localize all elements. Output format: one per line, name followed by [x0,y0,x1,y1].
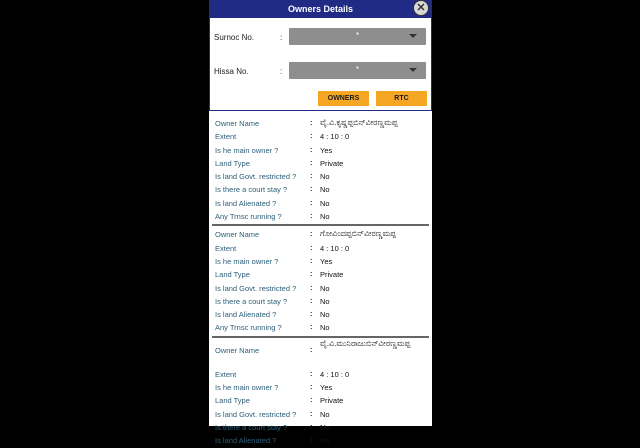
owners-list [209,117,432,448]
trnsc-running-row [209,321,432,334]
field-colon: : [310,242,313,252]
govt-restricted-row [209,282,432,295]
owner-record [209,228,432,334]
trnsc-running-value: No [320,323,330,333]
field-label: Is land Alienated ? [215,198,277,208]
field-label: Is land Govt. restricted ? [215,172,297,182]
field-colon: : [310,435,313,445]
field-colon: : [310,309,313,319]
owner-name-row [209,228,432,241]
court-stay-row [209,295,432,308]
field-colon: : [310,144,313,154]
field-label: Land Type [215,158,250,168]
field-label: Is he main owner ? [215,256,279,266]
field-label: Is land Alienated ? [215,310,277,320]
field-colon: : [310,368,313,378]
record-divider [212,224,429,226]
land-type-value: Private [320,158,344,168]
owner-name-value: ವೈ.ವಿ.ಕೃಷ್ಣಪ್ಪಬಿನ್‌ವೀರಣ್ಣಮಪ್ಪ [320,118,398,127]
field-colon: : [310,184,313,194]
land-type-value: Private [320,396,344,406]
owner-name-row [209,340,432,368]
field-colon: : [310,282,313,292]
hissa-colon: : [280,67,283,76]
field-colon: : [310,408,313,418]
field-colon: : [310,131,313,141]
land-type-value: Private [320,270,344,280]
alienated-row [209,308,432,321]
phone-screen [209,0,432,446]
filter-panel [209,18,432,111]
field-colon: : [310,382,313,392]
surnoc-label: Surnoc No. [214,33,255,42]
alienated-value: No [320,436,330,446]
field-label: Is land Alienated ? [215,436,277,446]
main-owner-value: Yes [320,383,333,393]
title-bar [209,0,432,18]
surnoc-selected-value: * [355,31,360,40]
field-label: Is there a court stay ? [215,422,288,432]
main-owner-row [209,255,432,268]
alienated-row [209,197,432,210]
field-colon: : [310,171,313,181]
trnsc-running-value: No [320,212,330,222]
govt-restricted-row [209,170,432,183]
extent-row [209,368,432,381]
alienated-row [209,434,432,447]
alienated-value: No [320,310,330,320]
hissa-selected-value: * [355,65,360,74]
govt-restricted-value: No [320,409,330,419]
court-stay-value: No [320,422,330,432]
page-title: Owners Details [287,4,354,14]
main-owner-value: Yes [320,256,333,266]
record-divider [212,336,429,338]
field-label: Is he main owner ? [215,145,279,155]
chevron-down-icon [409,34,417,38]
extent-value: 4 : 10 : 0 [320,132,350,142]
close-button[interactable] [413,0,429,16]
field-label: Any Trnsc running ? [215,323,282,333]
close-icon: ✕ [416,1,426,14]
owner-name-row [209,117,432,130]
chevron-down-icon [409,68,417,72]
field-label: Land Type [215,396,250,406]
field-label: Is there a court stay ? [215,296,288,306]
field-colon: : [310,395,313,405]
field-label: Owner Name [215,345,260,355]
field-colon: : [310,295,313,305]
field-label: Is he main owner ? [215,383,279,393]
owners-button[interactable]: OWNERS [318,91,369,106]
field-label: Land Type [215,270,250,280]
land-type-row [209,394,432,407]
rtc-button[interactable]: RTC [376,91,427,106]
field-label: Is land Govt. restricted ? [215,283,297,293]
owner-name-value: ವೈ.ವಿ.ಮುನಿರಾಜುಬಿನ್‌ವೀರಣ್ಣಮಪ್ಪ [320,338,411,348]
hissa-label: Hissa No. [214,67,249,76]
field-label: Is there a court stay ? [215,185,288,195]
land-type-row [209,268,432,281]
hissa-dropdown[interactable] [289,62,426,79]
govt-restricted-row [209,408,432,421]
field-colon: : [310,197,313,207]
court-stay-row [209,183,432,196]
court-stay-value: No [320,296,330,306]
extent-value: 4 : 10 : 0 [320,369,350,379]
field-label: Extent [215,243,237,253]
main-owner-row [209,144,432,157]
field-label: Is land Govt. restricted ? [215,409,297,419]
trnsc-running-row [209,210,432,223]
govt-restricted-value: No [320,283,330,293]
extent-row [209,130,432,143]
field-colon: : [310,211,313,221]
field-colon: : [310,322,313,332]
court-stay-row [209,421,432,434]
owner-record [209,117,432,223]
field-colon: : [310,157,313,167]
alienated-value: No [320,198,330,208]
field-label: Owner Name [215,119,260,128]
court-stay-value: No [320,185,330,195]
field-label: Extent [215,369,237,379]
field-colon: : [310,255,313,265]
field-label: Any Trnsc running ? [215,212,282,222]
field-label: Owner Name [215,230,260,240]
surnoc-colon: : [280,33,283,42]
extent-value: 4 : 10 : 0 [320,243,350,253]
extent-row [209,242,432,255]
govt-restricted-value: No [320,172,330,182]
main-owner-value: Yes [320,145,333,155]
land-type-row [209,157,432,170]
owner-name-value: ಗೋವಿಂದಪ್ಪಬಿನ್‌ವೀರಣ್ಣಮಪ್ಪ [320,229,396,239]
main-owner-row [209,381,432,394]
owner-record [209,340,432,448]
field-label: Extent [215,132,237,142]
field-colon: : [310,269,313,279]
field-colon: : [310,229,313,239]
field-colon: : [310,118,313,127]
field-colon: : [310,344,313,354]
field-colon: : [310,421,313,431]
surnoc-dropdown[interactable] [289,28,426,45]
